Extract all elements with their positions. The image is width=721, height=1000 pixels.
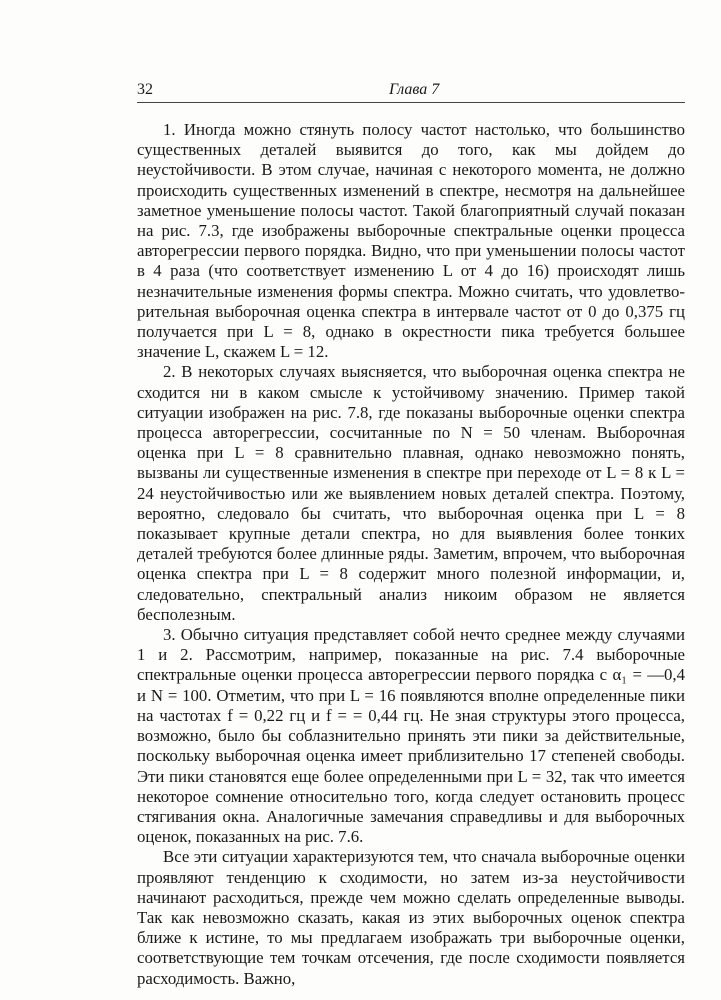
paragraph-4: Все эти ситуации характеризуются тем, что сначала выборочные оценки проявляют тенденцию к сходимости, но затем из-за неустойчивости начинают расходиться, прежде чем можно сделать определенные выводы. Так как невозможно сказать, какая из этих выборочных оценок спектра ближе к истине, то мы предлагаем изображать три выборочные оценки, соответствующие тем точкам отсечения, где после сходимости появляется расходимость. Важно, bbox=[137, 847, 685, 988]
chapter-title: Глава 7 bbox=[389, 81, 440, 98]
header-rule bbox=[137, 102, 685, 103]
page-number: 32 bbox=[137, 81, 153, 98]
paragraph-2: 2. В некоторых случаях выясняется, что выборочная оценка спектра не сходится ни в каком смысле к устойчивому значению. Пример такой ситуации изображен на рис. 7.8, где показаны выборочные оценки спектра процесса авторегрессии, сосчитанные по N = 50 членам. Выборочная оценка при L = 8 сравнительно плавная, однако невозможно понять, вызваны ли существенные изменения в спектре при переходе от L = 8 к L = 24 неустойчивостью или же выявлением новых деталей спектра. Поэтому, вероятно, следовало бы считать, что выборочная оценка при L = 8 показывает крупные детали спектра, но для выявления более тонких деталей требуются более длинные ряды. Заметим, впрочем, что выборочная оценка спектра при L = 8 содержит много полезной информации, и, следовательно, спектральный анализ никоим образом не является бесполезным. bbox=[137, 362, 685, 624]
paragraph-3: 3. Обычно ситуация представляет собой нечто среднее между случаями 1 и 2. Рассмотрим, например, показанные на рис. 7.4 выборочные спектральные оценки процесса авторегрессии первого порядка с α₁ = —0,4 и N = 100. Отметим, что при L = 16 появляются вполне определенные пики на частотах f = 0,22 гц и f = = 0,44 гц. Не зная структуры этого процесса, возможно, было бы соблазнительно принять эти пики за действительные, поскольку выборочная оценка имеет приблизительно 17 степеней свободы. Эти пики становятся еще более определенными при L = 32, так что имеется некоторое сомнение относительно того, когда следует остановить процесс стягивания окна. Аналогичные замечания справедливы и для выборочных оценок, показанных на рис. 7.6. bbox=[137, 625, 685, 847]
paragraph-1: 1. Иногда можно стянуть полосу частот настолько, что большинство существенных деталей выявится до того, как мы дойдем до неустойчивости. В этом случае, начиная с некоторого момента, не должно происходить существенных изменений в спектре, несмотря на дальнейшее заметное уменьшение полосы частот. Такой благоприятный случай показан на рис. 7.3, где изображены выборочные спектральные оценки процесса авторегрессии первого порядка. Видно, что при уменьшении полосы частот в 4 раза (что соответствует изменению L от 4 до 16) происходят лишь незначительные изменения формы спектра. Можно считать, что удовлетворительная выборочная оценка спектра в интервале частот от 0 до 0,375 гц получается при L = 8, однако в окрестности пика требуется большее значение L, скажем L = 12. bbox=[137, 120, 685, 362]
page-header bbox=[137, 78, 685, 102]
body-text bbox=[137, 120, 685, 989]
